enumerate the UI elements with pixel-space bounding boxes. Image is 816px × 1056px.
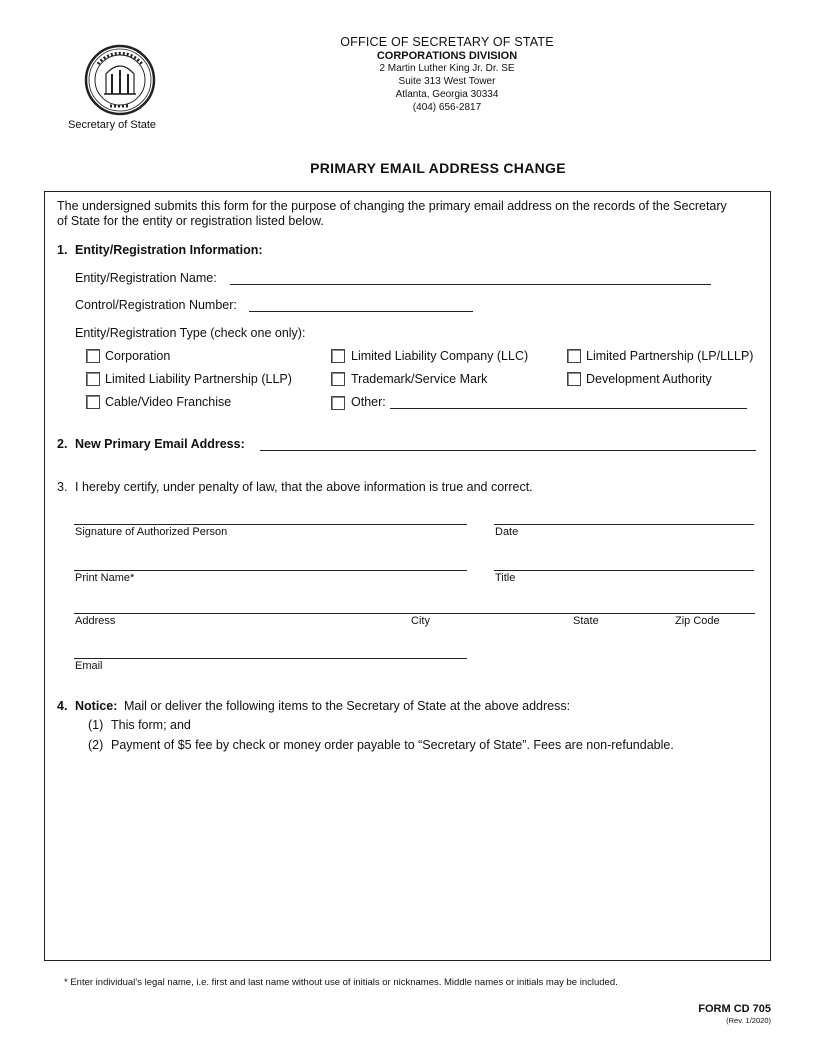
section-4-number: 4. xyxy=(57,699,68,713)
section-2-number: 2. xyxy=(57,437,68,451)
lp-label: Limited Partnership (LP/LLLP) xyxy=(586,349,754,363)
certification-text: I hereby certify, under penalty of law, that the above information is true and correct. xyxy=(75,480,533,494)
other-field[interactable] xyxy=(390,408,747,409)
phone-line: (404) 656-2817 xyxy=(412,102,482,113)
notice-label: Notice: xyxy=(75,699,118,713)
item-2-text: Payment of $5 fee by check or money order payable to “Secretary of State”. Fees are non-refundable. xyxy=(111,738,674,752)
print-name-label: Print Name* xyxy=(75,572,135,584)
address-label: Address xyxy=(75,615,116,627)
other-checkbox[interactable] xyxy=(331,396,345,410)
title-field[interactable] xyxy=(494,570,754,571)
office-header xyxy=(0,35,816,114)
development-authority-label: Development Authority xyxy=(586,372,712,386)
trademark-label: Trademark/Service Mark xyxy=(351,372,488,386)
llp-label: Limited Liability Partnership (LLP) xyxy=(105,372,292,386)
cable-franchise-checkbox[interactable] xyxy=(86,395,100,409)
signature-label: Signature of Authorized Person xyxy=(75,526,228,538)
date-field[interactable] xyxy=(494,524,754,525)
address-line: Suite 313 West Tower xyxy=(398,76,496,87)
llc-checkbox[interactable] xyxy=(331,349,345,363)
other-label: Other: xyxy=(351,395,386,409)
form-title: PRIMARY EMAIL ADDRESS CHANGE xyxy=(310,160,566,176)
cable-franchise-label: Cable/Video Franchise xyxy=(105,395,232,409)
control-number-label: Control/Registration Number: xyxy=(75,298,237,312)
new-email-label: New Primary Email Address: xyxy=(75,437,245,451)
print-name-field[interactable] xyxy=(74,570,467,571)
section-1-number: 1. xyxy=(57,243,68,257)
intro-text: The undersigned submits this form for the purpose of changing the primary email address on the records of the Secretary xyxy=(57,199,727,213)
city-label: City xyxy=(411,615,430,627)
section-1-heading: Entity/Registration Information: xyxy=(75,243,263,257)
development-authority-checkbox[interactable] xyxy=(567,372,581,386)
item-2-number: (2) xyxy=(88,738,104,752)
zip-code-label: Zip Code xyxy=(675,615,720,627)
entity-name-field[interactable] xyxy=(230,284,711,285)
date-label: Date xyxy=(495,526,519,538)
lp-checkbox[interactable] xyxy=(567,349,581,363)
entity-type-label: Entity/Registration Type (check one only): xyxy=(75,326,306,340)
address-line: 2 Martin Luther King Jr. Dr. SE xyxy=(379,63,515,74)
section-3-number: 3. xyxy=(57,480,68,494)
form-number: FORM CD 705 xyxy=(698,1003,771,1015)
address-line: Atlanta, Georgia 30334 xyxy=(395,89,499,100)
email-label: Email xyxy=(75,660,103,672)
llc-label: Limited Liability Company (LLC) xyxy=(351,349,529,363)
corporation-label: Corporation xyxy=(105,349,171,363)
state-label: State xyxy=(573,615,599,627)
llp-checkbox[interactable] xyxy=(86,372,100,386)
signature-field[interactable] xyxy=(74,524,467,525)
new-email-field[interactable] xyxy=(260,450,756,451)
corporation-checkbox[interactable] xyxy=(86,349,100,363)
item-1-number: (1) xyxy=(88,718,104,732)
title-label: Title xyxy=(495,572,516,584)
notice-text: Mail or deliver the following items to the Secretary of State at the above address: xyxy=(124,699,571,713)
footnote: * Enter individual’s legal name, i.e. first and last name without use of initials or nicknames. Middle names or initials may be included. xyxy=(64,977,618,988)
item-1-text: This form; and xyxy=(111,718,191,732)
trademark-checkbox[interactable] xyxy=(331,372,345,386)
seal-caption: Secretary of State xyxy=(68,119,157,131)
office-name: OFFICE OF SECRETARY OF STATE xyxy=(340,35,554,49)
intro-text: of State for the entity or registration listed below. xyxy=(57,214,324,228)
address-field[interactable] xyxy=(74,613,755,614)
entity-name-label: Entity/Registration Name: xyxy=(75,271,217,285)
email-field[interactable] xyxy=(74,658,467,659)
division-name: CORPORATIONS DIVISION xyxy=(376,50,518,62)
control-number-field[interactable] xyxy=(249,311,473,312)
revision-date: (Rev. 1/2020) xyxy=(726,1016,771,1025)
